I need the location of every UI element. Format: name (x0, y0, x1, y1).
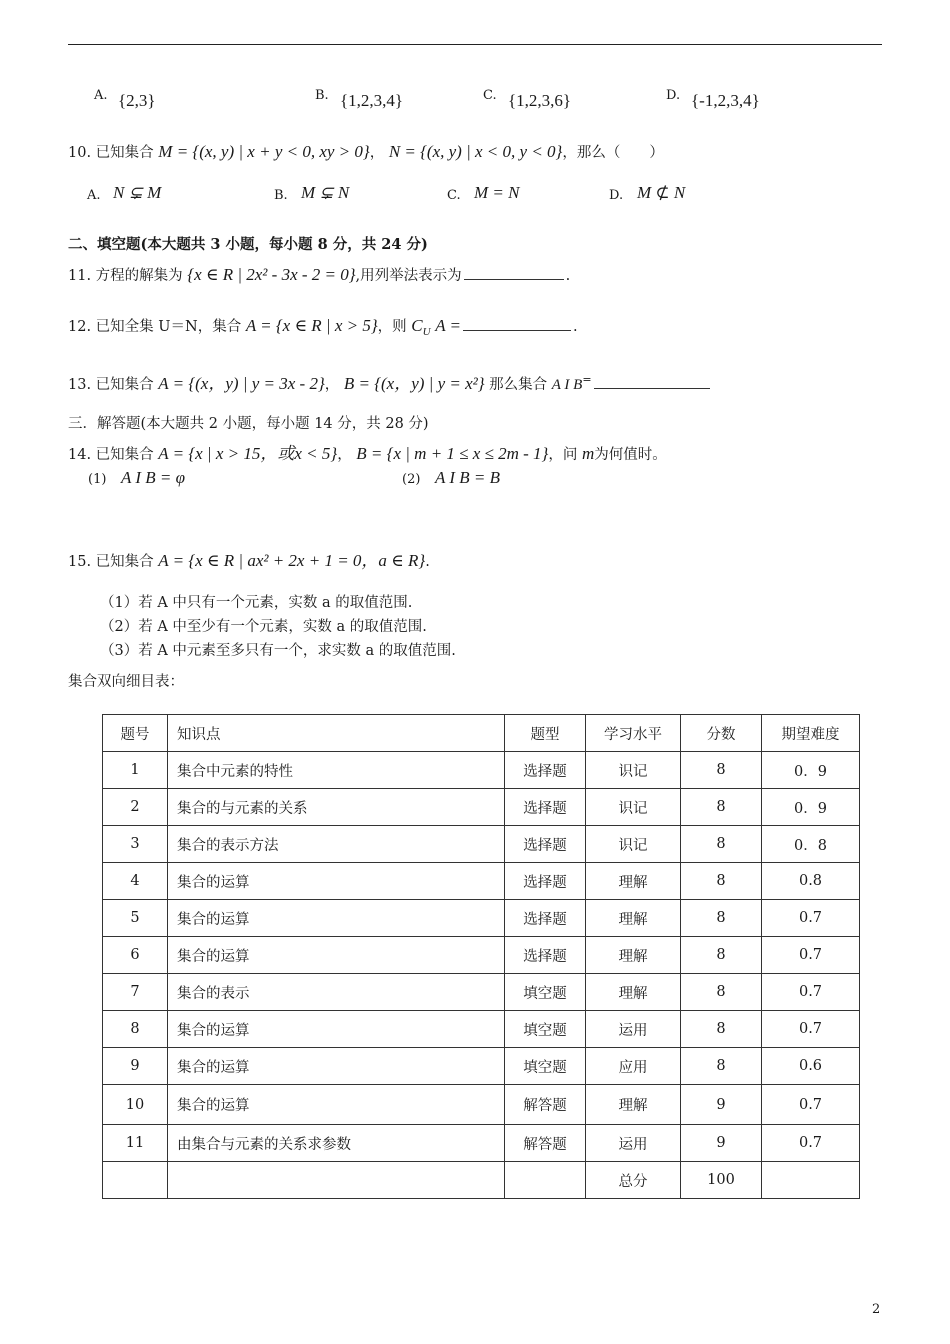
table-cell: 运用 (586, 1125, 681, 1162)
q15-end: . (425, 554, 430, 570)
q14-part-2-expr: A I B = B (435, 468, 501, 487)
table-cell: 集合的运算 (168, 1011, 505, 1048)
table-cell: 集合的运算 (168, 863, 505, 900)
header-cell: 学习水平 (586, 715, 681, 752)
q14-part-1 (88, 468, 185, 488)
table-row (103, 1162, 860, 1199)
section-3-heading: 三．解答题(本大题共 2 小题，每小题 14 分，共 28 分) (68, 416, 429, 432)
q10-option-c: M = N (474, 183, 520, 202)
q11-number: 11. (68, 268, 92, 284)
q15-set: A = {x ∈ R | ax² + 2x + 1 = 0，a ∈ R} (158, 551, 426, 570)
table-row (103, 900, 860, 937)
q10-set-m: M = {(x, y) | x + y < 0, xy > 0} (158, 142, 370, 161)
table-row (103, 1085, 860, 1125)
table-cell: 理解 (586, 937, 681, 974)
question-15 (68, 546, 430, 571)
table-cell: 运用 (586, 1011, 681, 1048)
table-cell: 8 (681, 863, 762, 900)
table-cell: 识记 (586, 789, 681, 826)
table-cell: 3 (103, 826, 168, 863)
q10-suffix: ，那么（ ） (562, 145, 664, 161)
table-cell: 1 (103, 752, 168, 789)
table-cell: 7 (103, 974, 168, 1011)
q11-end: . (565, 268, 571, 284)
q10-option-c-label: C. (447, 188, 461, 203)
table-cell: 选择题 (505, 937, 586, 974)
q9-option-a: {2,3} (118, 91, 156, 110)
q13-set-a: A = {(x，y) | y = 3x - 2} (158, 374, 325, 393)
table-cell: 理解 (586, 863, 681, 900)
question-12 (68, 315, 578, 338)
table-cell: 8 (681, 1048, 762, 1085)
table-row (103, 789, 860, 826)
table-cell: 0.8 (762, 863, 860, 900)
table-cell: 0.6 (762, 1048, 860, 1085)
q12-complement: C (411, 316, 423, 335)
question-11 (68, 264, 570, 285)
detail-table-body (103, 715, 860, 1199)
detail-table (102, 714, 860, 1199)
section-2-heading: 二、填空题(本大题共 3 小题，每小题 8 分，共 24 分) (68, 236, 428, 253)
q13-set-b: B = {(x，y) | y = x²} (343, 374, 485, 393)
table-cell: 理解 (586, 974, 681, 1011)
q13-mid: 那么集合 (489, 377, 548, 393)
q15-part-2: （2）若 A 中至少有一个元素，实数 a 的取值范围. (100, 619, 427, 635)
q15-part-3: （3）若 A 中元素至多只有一个，求实数 a 的取值范围. (100, 643, 456, 659)
table-cell: 8 (681, 937, 762, 974)
table-cell: 0.7 (762, 1125, 860, 1162)
table-cell: 总分 (586, 1162, 681, 1199)
table-cell: 集合的表示 (168, 974, 505, 1011)
q12-set: A = {x ∈ R | x > 5} (245, 316, 378, 335)
q15-part-1: （1）若 A 中只有一个元素，实数 a 的取值范围. (100, 595, 413, 611)
q14-variable: m (581, 444, 595, 463)
q12-complement-subscript: U (422, 325, 431, 338)
table-cell (762, 1162, 860, 1199)
q10-option-d-label: D. (609, 188, 624, 203)
q14-set-a: A = {x | x > 15，或x < 5} (158, 444, 338, 463)
header-rule (68, 44, 882, 45)
q12-end: . (573, 319, 578, 335)
table-cell: 4 (103, 863, 168, 900)
question-13 (68, 369, 712, 394)
table-cell: 8 (681, 789, 762, 826)
q10-comma: ， (369, 145, 385, 161)
q14-set-b: B = {x | m + 1 ≤ x ≤ 2m - 1} (356, 444, 549, 463)
table-cell: 解答题 (505, 1125, 586, 1162)
q14-suffix: ，问 (548, 447, 578, 463)
q12-number: 12. (68, 319, 92, 335)
table-cell: 填空题 (505, 974, 586, 1011)
table-cell: 8 (681, 826, 762, 863)
table-cell: 8 (681, 1011, 762, 1048)
q10-set-n: N = {(x, y) | x < 0, y < 0} (388, 142, 563, 161)
table-cell: 集合的运算 (168, 937, 505, 974)
table-cell: 0.7 (762, 1011, 860, 1048)
q14-comma: ， (337, 447, 352, 463)
table-cell: 集合的运算 (168, 900, 505, 937)
table-row (103, 1125, 860, 1162)
table-cell: 选择题 (505, 900, 586, 937)
table-cell: 选择题 (505, 752, 586, 789)
page-number: 2 (872, 1302, 881, 1317)
q13-equals: = (582, 373, 592, 387)
q14-part-1-label: (1) (88, 472, 107, 487)
q15-number: 15. (68, 554, 92, 570)
table-cell: 8 (103, 1011, 168, 1048)
table-cell: 填空题 (505, 1011, 586, 1048)
table-cell: 应用 (586, 1048, 681, 1085)
table-cell: 8 (681, 974, 762, 1011)
table-cell: 9 (103, 1048, 168, 1085)
table-cell: 0.7 (762, 900, 860, 937)
q14-part-2-label: (2) (402, 472, 421, 487)
q9-option-c-label: C. (483, 88, 497, 103)
table-cell: 8 (681, 752, 762, 789)
header-cell: 知识点 (168, 715, 505, 752)
table-cell: 100 (681, 1162, 762, 1199)
table-cell: 识记 (586, 752, 681, 789)
table-cell: 5 (103, 900, 168, 937)
table-row (103, 826, 860, 863)
table-cell: 解答题 (505, 1085, 586, 1125)
header-cell: 期望难度 (762, 715, 860, 752)
question-14 (68, 439, 667, 464)
q10-option-a-label: A. (87, 188, 101, 203)
q12-mid: ，则 (377, 319, 407, 335)
table-cell: 集合的运算 (168, 1048, 505, 1085)
table-row (103, 752, 860, 789)
table-cell: 选择题 (505, 826, 586, 863)
q10-option-a: N ⊊ M (113, 183, 162, 202)
table-cell: 9 (681, 1085, 762, 1125)
q12-prefix: 已知全集 U＝N，集合 (95, 319, 242, 335)
table-cell: 0．8 (762, 826, 860, 863)
table-cell: 0．9 (762, 789, 860, 826)
table-cell: 0.7 (762, 937, 860, 974)
header-cell: 分数 (681, 715, 762, 752)
table-cell: 集合的运算 (168, 1085, 505, 1125)
q9-option-a-label: A. (94, 88, 108, 103)
table-cell: 集合的表示方法 (168, 826, 505, 863)
header-cell: 题型 (505, 715, 586, 752)
q9-option-b: {1,2,3,4} (340, 91, 404, 110)
table-cell: 8 (681, 900, 762, 937)
table-row (103, 863, 860, 900)
q13-prefix: 已知集合 (95, 377, 154, 393)
q13-answer-blank (594, 387, 710, 389)
q11-suffix: ,用列举法表示为 (355, 268, 462, 284)
q14-part-2 (402, 468, 500, 488)
q11-prefix: 方程的解集为 (95, 268, 183, 284)
q9-option-c: {1,2,3,6} (508, 91, 572, 110)
q11-set: {x ∈ R | 2x² - 3x - 2 = 0} (187, 265, 356, 284)
q10-option-b-label: B. (274, 188, 288, 203)
table-cell: 识记 (586, 826, 681, 863)
q11-answer-blank (464, 278, 564, 280)
q9-option-d: {-1,2,3,4} (691, 91, 760, 110)
table-cell: 理解 (586, 1085, 681, 1125)
table-cell (505, 1162, 586, 1199)
q9-option-b-label: B. (315, 88, 329, 103)
table-cell: 11 (103, 1125, 168, 1162)
q13-intersection: A I B (551, 377, 583, 393)
header-cell: 题号 (103, 715, 168, 752)
table-title: 集合双向细目表： (68, 674, 184, 690)
table-cell: 理解 (586, 900, 681, 937)
table-cell: 0．9 (762, 752, 860, 789)
table-cell: 由集合与元素的关系求参数 (168, 1125, 505, 1162)
table-row (103, 1011, 860, 1048)
table-cell: 0.7 (762, 974, 860, 1011)
q12-complement-a: A = (435, 316, 461, 335)
table-row (103, 937, 860, 974)
q15-prefix: 已知集合 (95, 554, 154, 570)
q13-comma: ， (324, 377, 340, 393)
q14-number: 14. (68, 447, 92, 463)
q10-prefix: 已知集合 (95, 145, 154, 161)
q14-end: 为何值时。 (594, 447, 667, 463)
table-cell: 集合的与元素的关系 (168, 789, 505, 826)
q13-number: 13. (68, 377, 92, 393)
table-cell: 0.7 (762, 1085, 860, 1125)
q10-option-b: M ⊊ N (301, 183, 350, 202)
table-cell: 集合中元素的特性 (168, 752, 505, 789)
table-cell (168, 1162, 505, 1199)
table-cell: 10 (103, 1085, 168, 1125)
table-row (103, 1048, 860, 1085)
table-cell (103, 1162, 168, 1199)
table-cell: 选择题 (505, 863, 586, 900)
table-cell: 填空题 (505, 1048, 586, 1085)
table-header-row (103, 715, 860, 752)
table-cell: 6 (103, 937, 168, 974)
question-10 (68, 141, 664, 162)
table-cell: 选择题 (505, 789, 586, 826)
table-cell: 9 (681, 1125, 762, 1162)
q10-number: 10. (68, 145, 92, 161)
table-cell: 2 (103, 789, 168, 826)
q14-part-1-expr: A I B = φ (121, 468, 186, 487)
q10-option-d: M ⊄ N (637, 183, 686, 202)
table-row (103, 974, 860, 1011)
q14-prefix: 已知集合 (95, 447, 154, 463)
q9-option-d-label: D. (666, 88, 681, 103)
q12-answer-blank (463, 329, 571, 331)
